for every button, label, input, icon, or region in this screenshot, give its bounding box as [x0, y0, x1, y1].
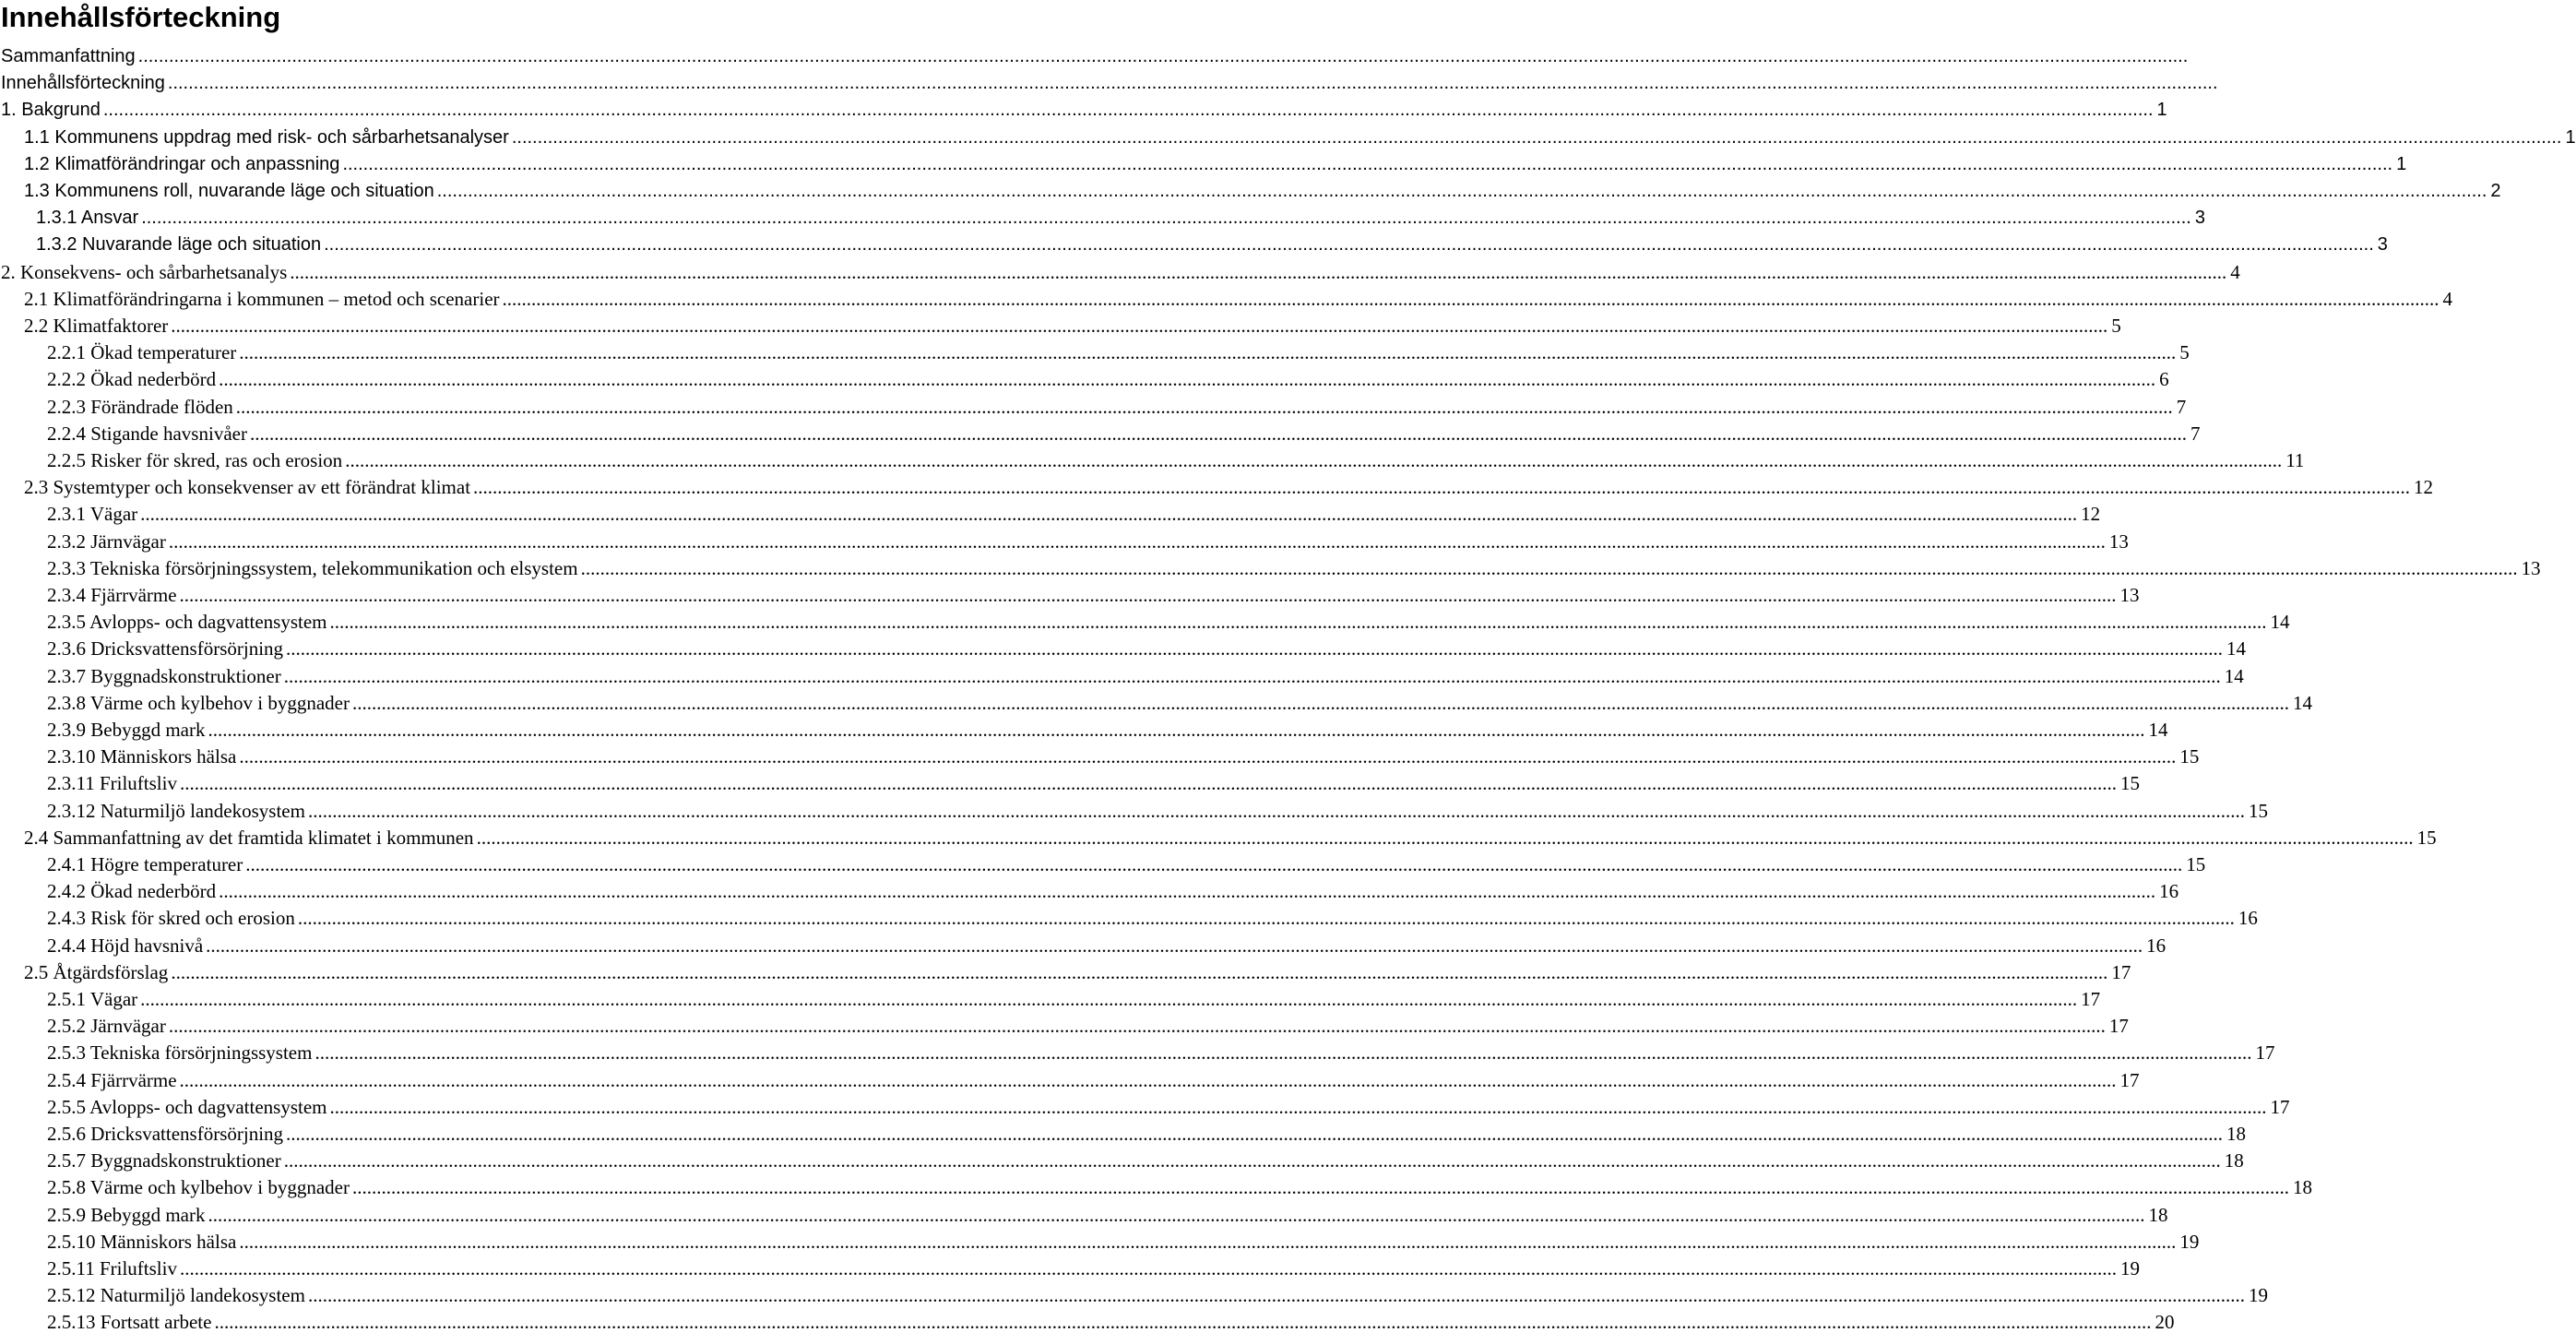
toc-entry-page-number: 7 — [2176, 395, 2187, 418]
toc-entry-page-number: 18 — [2148, 1203, 2168, 1226]
dot-leader: ................................................................................................................................................................................................................................................................................................................................................................................................................ — [286, 637, 2224, 661]
toc-entry-page-number: 16 — [2238, 907, 2258, 930]
toc-entry-page-number: 20 — [2155, 1311, 2175, 1333]
dot-leader: ................................................................................................................................................................................................................................................................................................................................................................................................................ — [102, 100, 2154, 121]
toc-entry-label: 2.3.4 Fjärrvärme — [47, 584, 177, 606]
toc-entry-label: 2.5.2 Järnvägar — [47, 1015, 166, 1038]
toc-entry-label: 2.5.12 Naturmiljö landekosystem — [47, 1284, 305, 1307]
toc-entry-page-number: 4 — [2230, 260, 2240, 283]
toc-entry-label: 1.3.2 Nuvarande läge och situation — [36, 234, 322, 256]
toc-entry-page-number: 16 — [2159, 880, 2179, 903]
toc-entry[interactable] — [36, 229, 2388, 256]
toc-entry[interactable] — [47, 498, 2101, 526]
dot-leader: ................................................................................................................................................................................................................................................................................................................................................................................................................ — [476, 826, 2414, 849]
toc-entry-label: 2.1 Klimatförändringarna i kommunen – metod och scenarier — [24, 287, 500, 310]
toc-entry-page-number: 1 — [2396, 153, 2407, 174]
toc-entry-page-number: 15 — [2248, 799, 2268, 822]
toc-entry-page-number: 17 — [2119, 1068, 2140, 1091]
toc-entry-page-number: 3 — [2194, 208, 2205, 229]
dot-leader: ................................................................................................................................................................................................................................................................................................................................................................................................................ — [140, 503, 2078, 526]
toc-entry[interactable] — [36, 202, 2205, 229]
dot-leader: ................................................................................................................................................................................................................................................................................................................................................................................................................ — [345, 449, 2283, 471]
toc-entry[interactable] — [47, 1279, 2268, 1307]
toc-entry[interactable] — [1, 94, 2167, 121]
toc-entry-page-number: 19 — [2119, 1257, 2140, 1279]
toc-entry-page-number: 1 — [2565, 126, 2576, 148]
toc-entry-page-number: 7 — [2190, 422, 2201, 445]
toc-entry[interactable] — [47, 1010, 2129, 1038]
dot-leader: ................................................................................................................................................................................................................................................................................................................................................................................................................ — [179, 1257, 2117, 1279]
toc-entry-page-number: 14 — [2148, 719, 2168, 741]
toc-entry[interactable] — [24, 471, 2434, 499]
toc-entry[interactable] — [24, 283, 2453, 310]
toc-entry[interactable] — [47, 606, 2290, 634]
toc-entry-label: 2.2.1 Ökad temperaturer — [47, 341, 237, 364]
toc-entry-page-number: 15 — [2186, 853, 2206, 875]
toc-entry-label: 2.5.11 Friluftsliv — [47, 1257, 177, 1279]
toc-entry-page-number: 5 — [2179, 341, 2190, 364]
toc-entry-page-number: 11 — [2285, 449, 2305, 471]
toc-entry[interactable] — [47, 875, 2179, 903]
dot-leader: ................................................................................................................................................................................................................................................................................................................................................................................................................ — [502, 287, 2439, 310]
toc-entry-label: 2.4.1 Högre temperaturer — [47, 853, 243, 875]
toc-entry[interactable] — [47, 1306, 2175, 1333]
toc-entry-page-number: 3 — [2377, 234, 2388, 256]
toc-entry-label: 2.2.4 Stigande havsnivåer — [47, 422, 247, 445]
toc-entry[interactable] — [47, 633, 2247, 661]
toc-entry[interactable] — [1, 41, 2189, 67]
toc-entry[interactable] — [47, 902, 2258, 930]
toc-entry-label: 2.4.3 Risk för skred och erosion — [47, 907, 295, 930]
toc-entry[interactable] — [47, 795, 2268, 822]
dot-leader: ................................................................................................................................................................................................................................................................................................................................................................................................................ — [171, 960, 2108, 983]
toc-entry-page-number: 17 — [2111, 960, 2131, 983]
toc-entry-page-number: 12 — [2414, 476, 2434, 499]
toc-entry[interactable] — [47, 1253, 2140, 1279]
dot-leader: ................................................................................................................................................................................................................................................................................................................................................................................................................ — [167, 73, 2218, 94]
toc-entry[interactable] — [24, 122, 2576, 149]
toc-entry-label: 1.1 Kommunens uppdrag med risk- och sårbarhetsanalyser — [24, 126, 509, 148]
dot-leader: ................................................................................................................................................................................................................................................................................................................................................................................................................ — [342, 153, 2393, 174]
toc-entry-label: 2.3.10 Människors hälsa — [47, 745, 237, 768]
toc-entry-page-number: 12 — [2081, 503, 2101, 526]
toc-entry-label: 2.5.8 Värme och kylbehov i byggnader — [47, 1176, 350, 1199]
toc-entry-page-number: 5 — [2111, 315, 2121, 337]
toc-entry[interactable] — [47, 983, 2101, 1010]
dot-leader: ................................................................................................................................................................................................................................................................................................................................................................................................................ — [208, 719, 2145, 741]
toc-entry[interactable] — [24, 175, 2501, 202]
toc-entry[interactable] — [47, 1199, 2168, 1226]
toc-entry-page-number: 17 — [2255, 1041, 2275, 1065]
toc-entry-page-number: 15 — [2119, 772, 2140, 795]
toc-entry[interactable] — [47, 687, 2312, 714]
toc-entry[interactable] — [47, 1065, 2140, 1091]
dot-leader: ................................................................................................................................................................................................................................................................................................................................................................................................................ — [179, 772, 2117, 795]
toc-entry-page-number: 13 — [2521, 556, 2541, 579]
toc-entry-page-number: 18 — [2224, 1149, 2244, 1172]
toc-entry[interactable] — [47, 849, 2206, 875]
toc-entry-label: 2.3.3 Tekniska försörjningssystem, telekommunikation och elsystem — [47, 556, 578, 579]
dot-leader: ................................................................................................................................................................................................................................................................................................................................................................................................................ — [214, 1311, 2152, 1333]
toc-entry[interactable] — [24, 957, 2131, 983]
dot-leader: ................................................................................................................................................................................................................................................................................................................................................................................................................ — [219, 368, 2156, 391]
toc-entry-label: 2.3.9 Bebyggd mark — [47, 719, 206, 741]
toc-entry-page-number: 17 — [2270, 1095, 2290, 1118]
toc-entry[interactable] — [24, 310, 2121, 337]
toc-entry[interactable] — [1, 67, 2218, 94]
toc-entry-label: Sammanfattning — [1, 46, 136, 66]
toc-entry-page-number: 14 — [2270, 611, 2290, 634]
toc-entry[interactable] — [47, 741, 2200, 768]
toc-entry-label: 2.5.3 Tekniska försörjningssystem — [47, 1041, 313, 1065]
toc-entry[interactable] — [47, 661, 2244, 687]
dot-leader: ................................................................................................................................................................................................................................................................................................................................................................................................................ — [208, 1203, 2145, 1226]
toc-entry-page-number: 19 — [2179, 1230, 2200, 1253]
dot-leader: ................................................................................................................................................................................................................................................................................................................................................................................................................ — [219, 880, 2156, 903]
dot-leader: ................................................................................................................................................................................................................................................................................................................................................................................................................ — [179, 1068, 2117, 1091]
dot-leader: ................................................................................................................................................................................................................................................................................................................................................................................................................ — [137, 46, 2189, 66]
toc-entry-label: 2.4 Sammanfattning av det framtida klimatet i kommunen — [24, 826, 474, 849]
dot-leader: ................................................................................................................................................................................................................................................................................................................................................................................................................ — [249, 422, 2187, 445]
toc-entry-label: 2.2 Klimatfaktorer — [24, 315, 169, 337]
dot-leader: ................................................................................................................................................................................................................................................................................................................................................................................................................ — [168, 1015, 2106, 1038]
toc-entry[interactable] — [47, 445, 2305, 471]
toc-entry-page-number: 14 — [2226, 637, 2247, 661]
dot-leader: ................................................................................................................................................................................................................................................................................................................................................................................................................ — [283, 664, 2221, 687]
toc-entry[interactable] — [1, 256, 2240, 283]
dot-leader: ................................................................................................................................................................................................................................................................................................................................................................................................................ — [239, 341, 2177, 364]
toc-entry-label: 2.4.4 Höjd havsnivå — [47, 934, 204, 957]
dot-leader: ................................................................................................................................................................................................................................................................................................................................................................................................................ — [286, 1123, 2224, 1145]
dot-leader: ................................................................................................................................................................................................................................................................................................................................................................................................................ — [473, 476, 2411, 499]
dot-leader: ................................................................................................................................................................................................................................................................................................................................................................................................................ — [140, 988, 2078, 1010]
toc-entry[interactable] — [47, 391, 2187, 418]
dot-leader: ................................................................................................................................................................................................................................................................................................................................................................................................................ — [307, 799, 2245, 822]
toc-entry-label: 2.5.9 Bebyggd mark — [47, 1203, 206, 1226]
dot-leader: ................................................................................................................................................................................................................................................................................................................................................................................................................ — [329, 1095, 2267, 1118]
toc-entry[interactable] — [47, 1118, 2247, 1145]
toc-entry[interactable] — [47, 553, 2541, 579]
dot-leader: ................................................................................................................................................................................................................................................................................................................................................................................................................ — [206, 934, 2143, 957]
dot-leader: ................................................................................................................................................................................................................................................................................................................................................................................................................ — [239, 1230, 2177, 1253]
toc-entry[interactable] — [47, 579, 2140, 606]
dot-leader: ................................................................................................................................................................................................................................................................................................................................................................................................................ — [168, 530, 2106, 553]
toc-entry[interactable] — [47, 1145, 2244, 1172]
toc-entry[interactable] — [47, 1226, 2200, 1253]
dot-leader: ................................................................................................................................................................................................................................................................................................................................................................................................................ — [245, 853, 2183, 875]
dot-leader: ................................................................................................................................................................................................................................................................................................................................................................................................................ — [580, 556, 2518, 579]
toc-entry-label: 2.4.2 Ökad nederbörd — [47, 880, 217, 903]
toc-entry-page-number: 14 — [2224, 664, 2244, 687]
toc-entry-label: 2.3.1 Vägar — [47, 503, 138, 526]
toc-entry-label: 1.2 Klimatförändringar och anpassning — [24, 153, 340, 174]
toc-entry-page-number: 1 — [2156, 100, 2167, 121]
toc-entry-label: 2. Konsekvens- och sårbarhetsanalys — [1, 260, 288, 283]
toc-entry-label: 2.3.11 Friluftsliv — [47, 772, 177, 795]
toc-entry-page-number: 17 — [2108, 1015, 2129, 1038]
toc-entry-page-number: 19 — [2248, 1284, 2268, 1307]
dot-leader: ................................................................................................................................................................................................................................................................................................................................................................................................................ — [436, 181, 2487, 201]
toc-entry-page-number: 15 — [2179, 745, 2200, 768]
toc-entry[interactable] — [47, 1091, 2290, 1118]
toc-entry-label: 2.5.10 Människors hälsa — [47, 1230, 237, 1253]
dot-leader: ................................................................................................................................................................................................................................................................................................................................................................................................................ — [511, 126, 2562, 148]
toc-entry-page-number: 13 — [2119, 584, 2140, 606]
toc-entry-label: 2.5.7 Byggnadskonstruktioner — [47, 1149, 281, 1172]
toc-entry-page-number: 13 — [2108, 530, 2129, 553]
toc-entry[interactable] — [47, 1172, 2312, 1199]
toc-entry-label: 2.2.3 Förändrade flöden — [47, 395, 233, 418]
dot-leader: ................................................................................................................................................................................................................................................................................................................................................................................................................ — [297, 907, 2235, 930]
toc-entry[interactable] — [47, 714, 2168, 741]
toc-entry-page-number: 16 — [2146, 934, 2166, 957]
dot-leader: ................................................................................................................................................................................................................................................................................................................................................................................................................ — [239, 745, 2177, 768]
toc-entry-label: 2.5.6 Dricksvattensförsörjning — [47, 1123, 284, 1145]
toc-entry-label: 1.3 Kommunens roll, nuvarande läge och situation — [24, 181, 434, 201]
toc-entry[interactable] — [47, 337, 2190, 364]
dot-leader: ................................................................................................................................................................................................................................................................................................................................................................................................................ — [351, 691, 2289, 714]
toc-entry-label: 2.3.8 Värme och kylbehov i byggnader — [47, 691, 350, 714]
toc-entry[interactable] — [47, 418, 2201, 445]
toc-entry-page-number: 15 — [2416, 826, 2437, 849]
toc-entry-label: 2.2.2 Ökad nederbörd — [47, 368, 217, 391]
toc-entry-label: 2.5.5 Avlopps- och dagvattensystem — [47, 1095, 327, 1118]
dot-leader: ................................................................................................................................................................................................................................................................................................................................................................................................................ — [141, 208, 2191, 229]
toc-entry-label: 2.5.1 Vägar — [47, 988, 138, 1010]
dot-leader: ................................................................................................................................................................................................................................................................................................................................................................................................................ — [179, 584, 2117, 606]
toc-entry-label: 2.5 Åtgärdsförslag — [24, 960, 169, 983]
toc-entry-label: 2.3.5 Avlopps- och dagvattensystem — [47, 611, 327, 634]
dot-leader: ................................................................................................................................................................................................................................................................................................................................................................................................................ — [329, 611, 2267, 634]
toc-entry-label: 2.3.2 Järnvägar — [47, 530, 166, 553]
dot-leader: ................................................................................................................................................................................................................................................................................................................................................................................................................ — [290, 260, 2227, 283]
toc-entry-page-number: 6 — [2159, 368, 2169, 391]
dot-leader: ................................................................................................................................................................................................................................................................................................................................................................................................................ — [324, 234, 2374, 256]
dot-leader: ................................................................................................................................................................................................................................................................................................................................................................................................................ — [283, 1149, 2221, 1172]
dot-leader: ................................................................................................................................................................................................................................................................................................................................................................................................................ — [235, 395, 2173, 418]
toc-entry-label: 1.3.1 Ansvar — [36, 208, 139, 229]
toc-entry[interactable] — [47, 526, 2129, 553]
toc-entry-label: 1. Bakgrund — [1, 100, 101, 121]
toc-entry-page-number: 18 — [2292, 1176, 2312, 1199]
toc-entry-label: 2.2.5 Risker för skred, ras och erosion — [47, 449, 343, 471]
toc-entry-page-number: 4 — [2442, 287, 2453, 310]
toc-entry-label: 2.5.13 Fortsatt arbete — [47, 1311, 212, 1333]
toc-entry[interactable] — [24, 822, 2437, 849]
toc-entry-page-number: 14 — [2292, 691, 2312, 714]
toc-entry-page-number: 18 — [2226, 1123, 2247, 1145]
toc-entry-label: 2.3.7 Byggnadskonstruktioner — [47, 664, 281, 687]
toc-entry-page-number: 17 — [2081, 988, 2101, 1010]
page-title: Innehållsförteckning — [1, 1, 281, 33]
toc-entry[interactable] — [47, 768, 2140, 795]
toc-entry-label: 2.3.6 Dricksvattensförsörjning — [47, 637, 284, 661]
toc-entry-label: Innehållsförteckning — [1, 73, 165, 94]
toc-entry[interactable] — [47, 1037, 2275, 1065]
dot-leader: ................................................................................................................................................................................................................................................................................................................................................................................................................ — [315, 1041, 2252, 1065]
toc-entry-label: 2.5.4 Fjärrvärme — [47, 1068, 177, 1091]
toc-entry[interactable] — [47, 930, 2166, 957]
toc-entry-label: 2.3 Systemtyper och konsekvenser av ett förändrat klimat — [24, 476, 471, 499]
toc-entry[interactable] — [24, 149, 2407, 175]
toc-entry-label: 2.3.12 Naturmiljö landekosystem — [47, 799, 305, 822]
toc-entry-page-number: 2 — [2490, 181, 2501, 201]
dot-leader: ................................................................................................................................................................................................................................................................................................................................................................................................................ — [307, 1284, 2245, 1307]
dot-leader: ................................................................................................................................................................................................................................................................................................................................................................................................................ — [171, 315, 2108, 337]
dot-leader: ................................................................................................................................................................................................................................................................................................................................................................................................................ — [351, 1176, 2289, 1199]
toc-entry[interactable] — [47, 363, 2169, 391]
